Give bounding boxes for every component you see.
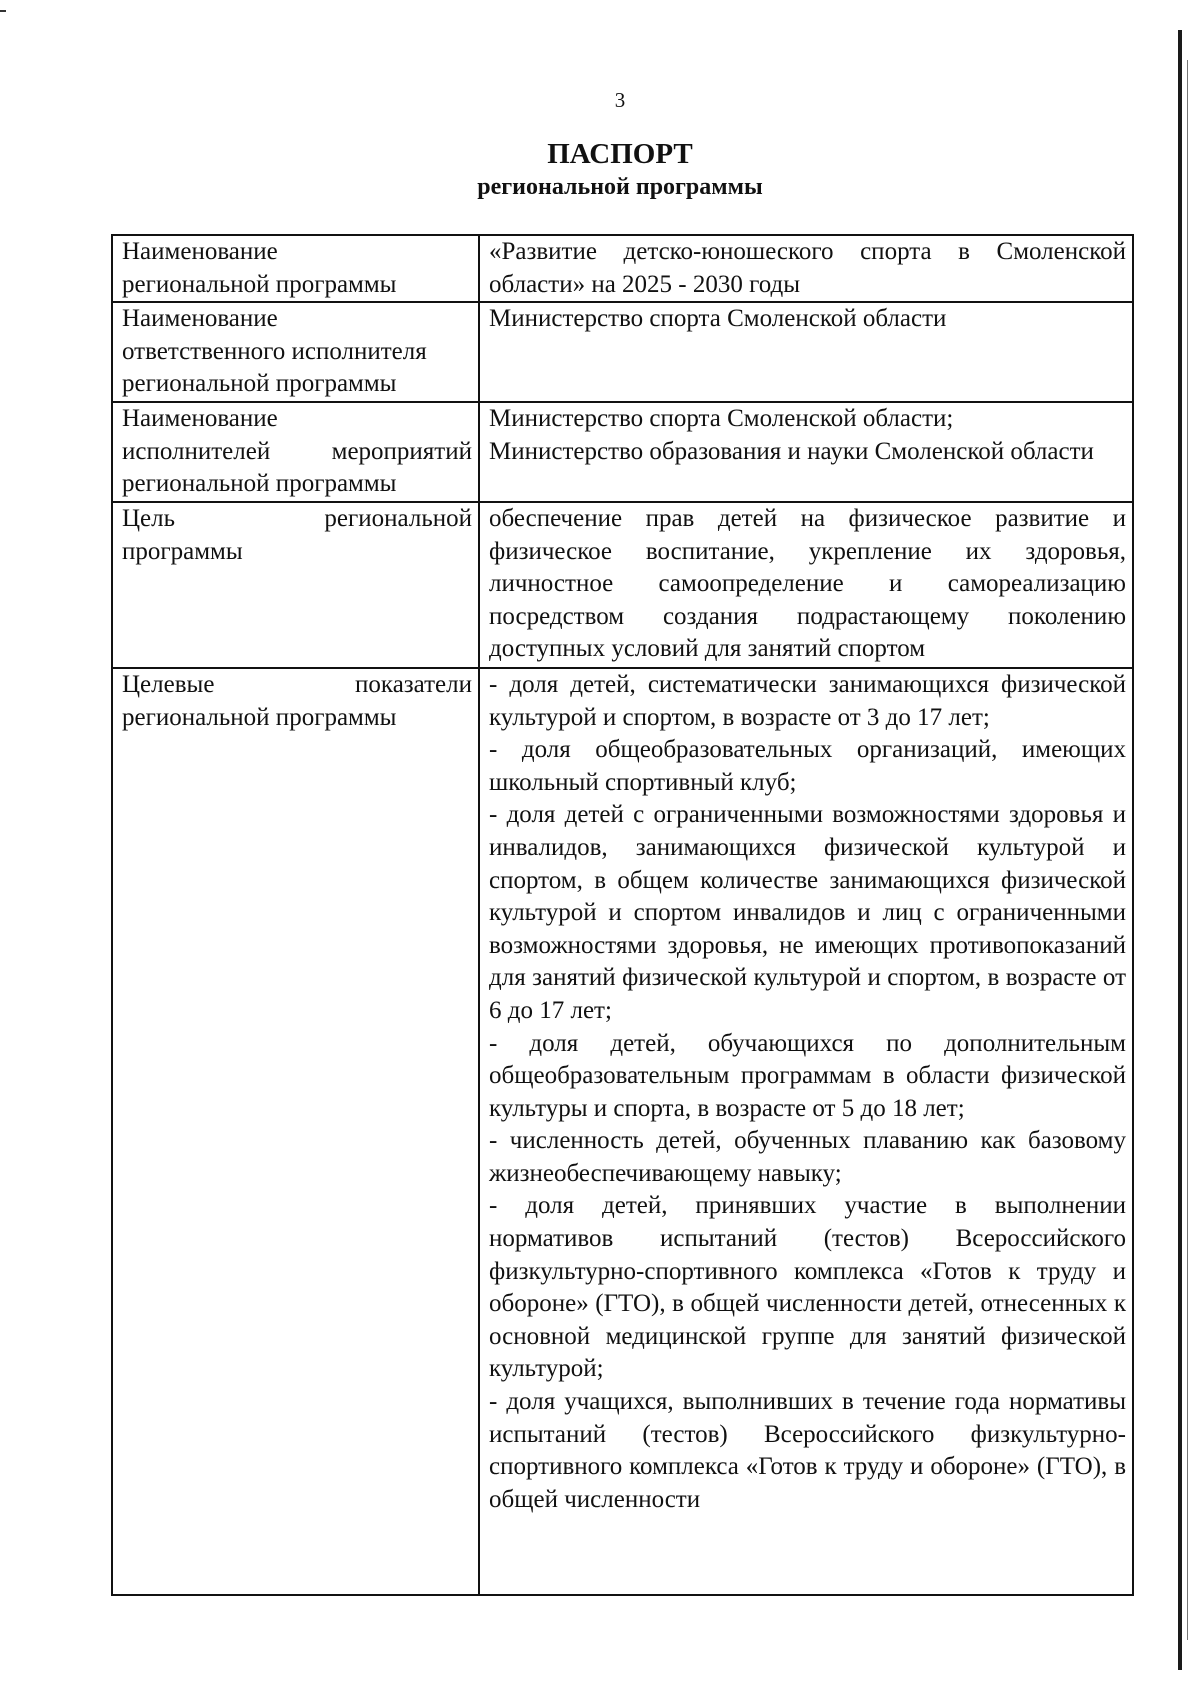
page-subtitle: региональной программы (477, 174, 763, 200)
row-label (112, 402, 479, 502)
label-line: ответственного исполнителя (122, 337, 427, 365)
label-line: региональной программы (122, 470, 397, 498)
label-line: Наименование (122, 305, 278, 333)
value-paragraph: - доля детей, обучающихся по дополнительным общеобразовательным программам в области физической культуры и спорта, в возрасте от 5 до 18 лет; (489, 1029, 1126, 1122)
value-paragraph: Министерство спорта Смоленской области; (489, 404, 954, 432)
row-label (112, 235, 479, 302)
table-row (112, 502, 1133, 668)
row-value (479, 402, 1133, 502)
scan-edge-line (1187, 60, 1188, 1640)
value-paragraph: - доля общеобразовательных организаций, имеющих школьный спортивный клуб; (489, 736, 1126, 796)
table-row (112, 235, 1133, 302)
value-paragraph: Министерство образования и науки Смоленской области (489, 437, 1094, 465)
table-row (112, 402, 1133, 502)
label-line: региональной программы (122, 370, 397, 398)
table-row (112, 668, 1133, 1595)
label-line: региональной программы (122, 270, 397, 298)
value-paragraph: обеспечение прав детей на физическое развитие и физическое воспитание, укрепление их здоровья, личностное самоопределение и самореализацию посредством создания подрастающему поколению доступных условий для занятий спортом (489, 504, 1126, 663)
label-line: Наименование (122, 238, 278, 265)
label-line: Наименование (122, 404, 278, 432)
table-row (112, 302, 1133, 402)
value-paragraph: - численность детей, обученных плаванию как базовому жизнеобеспечивающему навыку; (489, 1127, 1126, 1187)
row-label (112, 668, 479, 1595)
value-paragraph: «Развитие детско-юношеского спорта в Смоленской области» на 2025 - 2030 годы (489, 238, 1126, 298)
value-paragraph: - доля детей с ограниченными возможностями здоровья и инвалидов, занимающихся физической культурой и спортом, в общем количестве занимающихся физической культурой и спортом инвалидов и лиц с ограниченными возможностями здоровья, не имеющих противопоказаний для занятий физической культурой и спортом, в возрасте от 6 до 17 лет; (489, 801, 1126, 1024)
value-paragraph: - доля детей, систематически занимающихся физической культурой и спортом, в возрасте от 3 до 17 лет; (489, 670, 1126, 731)
row-value (479, 668, 1133, 1595)
value-paragraph: - доля учащихся, выполнивших в течение года нормативы испытаний (тестов) Всероссийского физкультурно-спортивного комплекса «Готов к труду и обороне» (ГТО), в общей численности (489, 1388, 1126, 1513)
row-value (479, 302, 1133, 402)
label-line: региональной программы (122, 703, 397, 731)
value-paragraph: Министерство спорта Смоленской области (489, 305, 947, 333)
row-value (479, 502, 1133, 668)
value-paragraph: - доля детей, принявших участие в выполнении нормативов испытаний (тестов) Всероссийского физкультурно-спортивного комплекса «Готов к труду и обороне» (ГТО), в общей численности детей, отнесенных к основной медицинской группе для занятий физической культурой; (489, 1192, 1126, 1383)
row-label (112, 302, 479, 402)
label-line: Цель региональной (122, 504, 472, 532)
scan-corner-mark (0, 10, 6, 12)
label-line: исполнителей мероприятий (122, 437, 472, 465)
row-label (112, 502, 479, 668)
row-value (479, 235, 1133, 302)
page-title: ПАСПОРТ (547, 138, 693, 170)
page-number: 3 (614, 88, 626, 112)
label-line: программы (122, 537, 243, 565)
passport-table (111, 234, 1134, 1596)
label-line: Целевые показатели (122, 670, 472, 698)
scan-edge-shadow (1178, 30, 1182, 1670)
